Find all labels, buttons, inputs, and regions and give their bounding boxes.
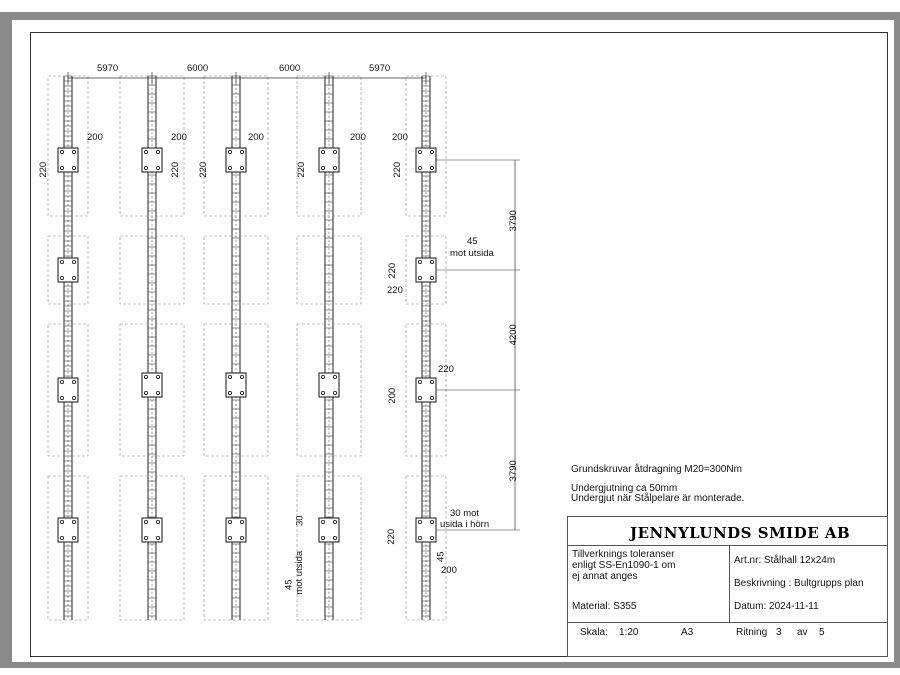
tolerance-line-1: Tillverknings toleranser xyxy=(572,549,675,560)
dim-plate-height-1: 220 xyxy=(38,161,50,178)
dim-row-1: 3790 xyxy=(507,210,519,232)
dim-row-2: 4200 xyxy=(507,324,519,346)
dim-plate-height-9: 220 xyxy=(386,528,398,545)
title-divider-1 xyxy=(567,545,887,546)
title-divider-3 xyxy=(729,545,730,622)
company-name: JENNYLUNDS SMIDE AB xyxy=(630,524,851,542)
article-number: Art.nr: Stålhall 12x24m xyxy=(734,555,836,566)
note-usida-i-horn: usida i hörn xyxy=(440,519,490,530)
drawing-number: 3 xyxy=(776,627,782,638)
tolerance-line-3: ej annat anges xyxy=(572,571,638,582)
dim-plate-width-7: 200 xyxy=(441,565,457,576)
base-plate xyxy=(142,373,162,397)
note-30-mot: 30 mot xyxy=(450,508,480,519)
base-plate xyxy=(58,518,78,542)
base-plate xyxy=(416,258,436,282)
base-plate xyxy=(226,518,246,542)
base-plate xyxy=(142,148,162,172)
drawing-page xyxy=(12,20,894,662)
dim-plate-height-5: 220 xyxy=(392,161,404,178)
dim-plate-width-2: 200 xyxy=(171,132,187,143)
paper-size: A3 xyxy=(681,627,694,638)
dim-span-3: 6000 xyxy=(279,63,301,74)
base-plate xyxy=(319,518,339,542)
base-plate xyxy=(58,258,78,282)
base-plate xyxy=(319,148,339,172)
title-divider-2 xyxy=(567,622,887,623)
note-grouting-when: Undergjut när Stålpelare är monterade. xyxy=(571,493,745,504)
dim-plate-height-8: 220 xyxy=(438,364,454,375)
dim-plate-height-4: 220 xyxy=(296,161,308,178)
note-mot-utsida-top: mot utsida xyxy=(450,248,494,259)
dim-plate-height-3: 220 xyxy=(198,161,210,178)
dim-plate-width-5: 200 xyxy=(392,132,408,143)
note-45-bottom: 45 xyxy=(435,551,447,563)
base-plate xyxy=(226,373,246,397)
base-plate xyxy=(416,378,436,402)
dim-plate-height-6: 220 xyxy=(387,262,399,279)
dim-plate-width-4: 200 xyxy=(350,132,366,143)
note-30-bottom: 30 xyxy=(294,515,306,527)
base-plate xyxy=(226,148,246,172)
dim-plate-width-6: 200 xyxy=(387,387,399,404)
base-plate xyxy=(319,373,339,397)
material: Material: S355 xyxy=(572,601,637,612)
dim-row-3: 3790 xyxy=(507,460,519,482)
previous-page xyxy=(0,0,900,12)
dim-span-4: 5970 xyxy=(369,63,391,74)
note-bolt-torque: Grundskruvar åtdragning M20=300Nm xyxy=(571,464,742,475)
dim-plate-height-2: 220 xyxy=(170,161,182,178)
dim-plate-width-1: 200 xyxy=(87,132,103,143)
drawing-label: Ritning xyxy=(736,627,768,638)
base-plate xyxy=(58,148,78,172)
note-45-left: 45 xyxy=(283,579,295,591)
dim-span-2: 6000 xyxy=(187,63,209,74)
tolerance-line-2: enligt SS-En1090-1 om xyxy=(572,560,676,571)
dim-plate-height-7: 220 xyxy=(387,285,403,296)
dim-plate-width-3: 200 xyxy=(248,132,264,143)
note-mot-utsida-left: mot utsida xyxy=(294,550,306,595)
scale-label: Skala: xyxy=(580,627,608,638)
description: Beskrivning : Bultgrupps plan xyxy=(734,578,864,589)
of-label: av xyxy=(797,627,808,638)
base-plate xyxy=(416,148,436,172)
date: Datum: 2024-11-11 xyxy=(734,601,819,612)
base-plate xyxy=(142,518,162,542)
note-grouting: Undergjutning ca 50mm xyxy=(571,483,678,494)
base-plate xyxy=(58,378,78,402)
scale-value: 1:20 xyxy=(619,627,639,638)
base-plate xyxy=(416,518,436,542)
note-45-top: 45 xyxy=(467,236,478,247)
drawing-total: 5 xyxy=(819,627,825,638)
next-page xyxy=(0,668,900,675)
dim-span-1: 5970 xyxy=(97,63,119,74)
